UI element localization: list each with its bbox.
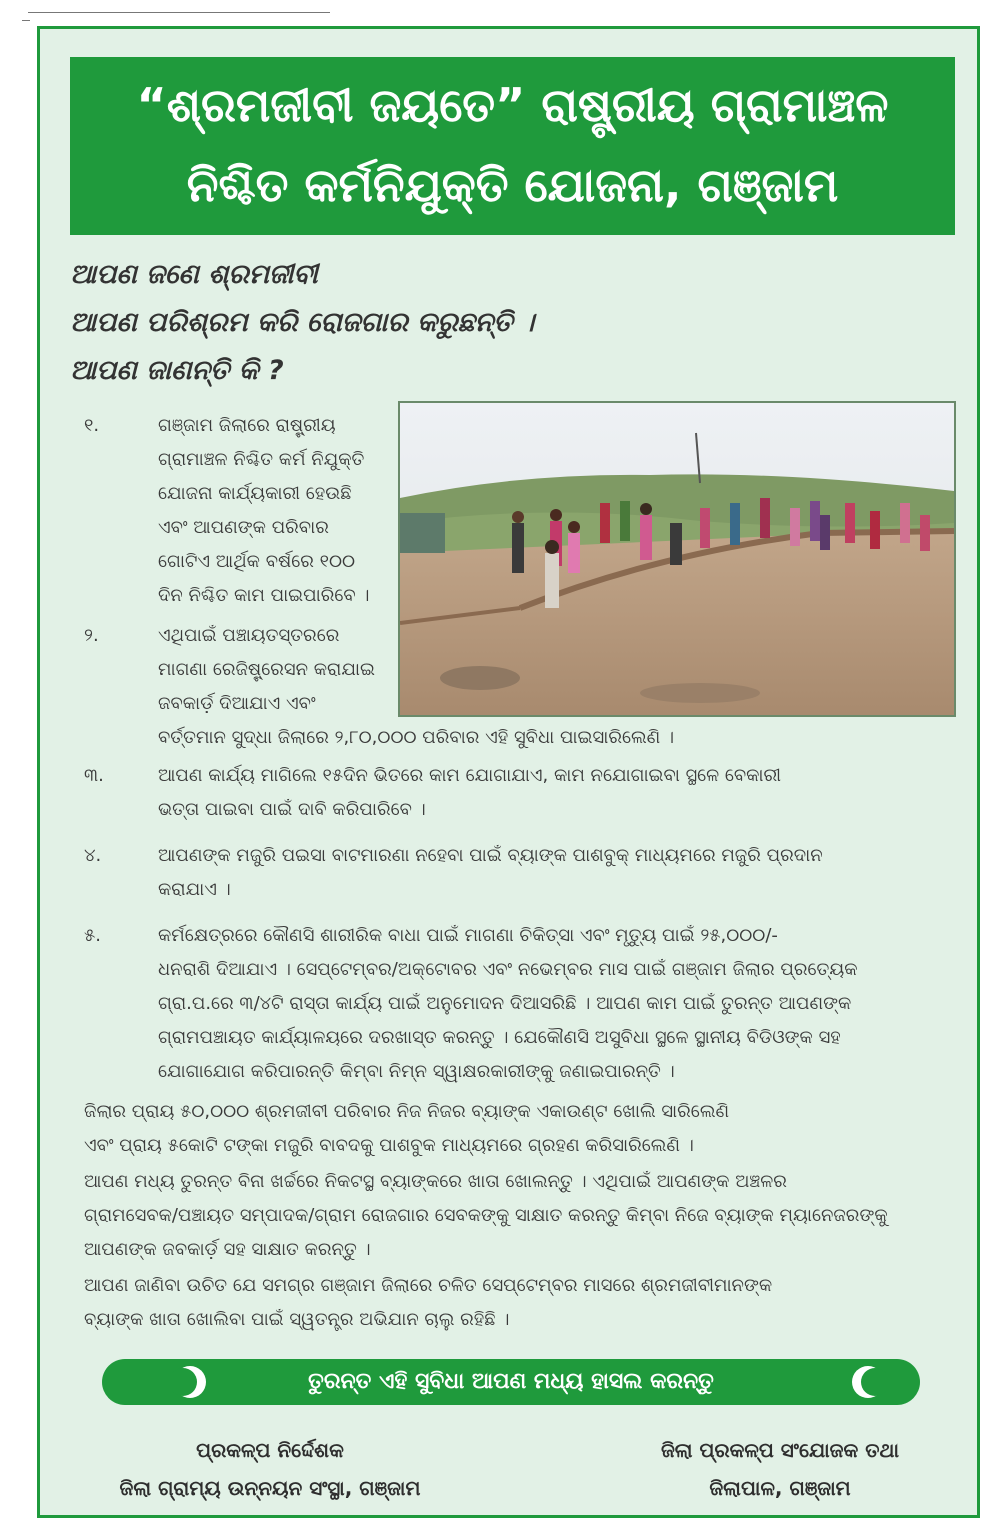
paragraph-accounts: [84, 1095, 964, 1163]
item-line: ଗୋଟିଏ ଆର୍ଥିକ ବର୍ଷରେ ୧୦୦: [158, 551, 356, 572]
item-number: ୩.: [84, 765, 104, 786]
header-line-2: ନିଶ୍ଚିତ କର୍ମନିଯୁକ୍ତି ଯୋଜନା, ଗଞ୍ଜାମ: [186, 158, 839, 212]
header-banner: [70, 57, 955, 235]
paragraph-line: ଆପଣ ମଧ୍ୟ ତୁରନ୍ତ ବିନା ଖର୍ଚ୍ଚରେ ନିକଟସ୍ଥ ବ୍ୟାଙ୍କରେ ଖାତା ଖୋଲନ୍ତୁ । ଏଥିପାଇଁ ଆପଣଙ୍କ ଅଞ୍ଚଳର: [84, 1171, 787, 1192]
item-number: ୧.: [84, 415, 100, 436]
item-line: କର୍ମକ୍ଷେତ୍ରରେ କୌଣସି ଶାରୀରିକ ବାଧା ପାଇଁ ମାଗଣା ଚିକିତ୍ସା ଏବଂ ମୃତ୍ୟୁ ପାଇଁ ୨୫,୦୦୦/-: [158, 925, 778, 946]
item-line: ଭତ୍ତା ପାଇବା ପାଇଁ ଦାବି କରିପାରିବେ ।: [158, 799, 426, 820]
intro-block: [70, 251, 950, 395]
top-rule: [28, 12, 330, 13]
signature-office: ଜିଲାପାଳ, ଗଞ୍ଜାମ: [709, 1476, 851, 1500]
item-line: ଯୋଜନା କାର୍ଯ୍ୟକାରୀ ହେଉଛି: [158, 483, 352, 504]
crescent-left-icon: [172, 1364, 208, 1400]
item-number: ୪.: [84, 845, 102, 866]
item-line: ଜବକାର୍ଡ଼ ଦିଆଯାଏ ଏବଂ: [158, 693, 316, 714]
item-line: ଗ୍ରା.ପ.ରେ ୩/୪ଟି ରାସ୍ତା କାର୍ଯ୍ୟ ପାଇଁ ଅନୁମୋଦନ ଦିଆସରିଛି । ଆପଣ କାମ ପାଇଁ ତୁରନ୍ତ ଆପଣଙ୍କ: [158, 993, 852, 1014]
item-number: ୫.: [84, 925, 101, 946]
advertisement-frame: [37, 26, 980, 1518]
signature-right: [600, 1431, 960, 1507]
item-line: ଗଞ୍ଜାମ ଜିଲାରେ ରାଷ୍ଟ୍ରୀୟ: [158, 415, 336, 436]
header-line-1: “ଶ୍ରମଜୀବୀ ଜୟତେ” ରାଷ୍ଟ୍ରୀୟ ଗ୍ରାମାଞ୍ଚଳ: [136, 78, 889, 132]
paragraph-line: ଏବଂ ପ୍ରାୟ ୫କୋଟି ଟଙ୍କା ମଜୁରି ବାବଦକୁ ପାଶବୁକ ମାଧ୍ୟମରେ ଗ୍ରହଣ କରିସାରିଲେଣି ।: [84, 1135, 694, 1156]
signature-title: ପ୍ରକଳ୍ପ ନିର୍ଦ୍ଦେଶକ: [196, 1438, 344, 1462]
item-line: ଯୋଗାଯୋଗ କରିପାରନ୍ତି କିମ୍ବା ନିମ୍ନ ସ୍ୱାକ୍ଷରକାରୀଙ୍କୁ ଜଣାଇପାରନ୍ତି ।: [158, 1061, 675, 1082]
item-line: ଧନରାଶି ଦିଆଯାଏ । ସେପ୍ଟେମ୍ବର/ଅକ୍ଟୋବର ଏବଂ ନଭେମ୍ବର ମାସ ପାଇଁ ଗଞ୍ଜାମ ଜିଲାର ପ୍ରତ୍ୟେକ: [158, 959, 858, 980]
item-line: ଆପଣଙ୍କ ମଜୁରି ପଇସା ବାଟମାରଣା ନହେବା ପାଇଁ ବ୍ୟାଙ୍କ ପାଶବୁକ୍ ମାଧ୍ୟମରେ ମଜୁରି ପ୍ରଦାନ: [158, 845, 823, 866]
signature-left: [70, 1431, 470, 1507]
item-line: ଆପଣ କାର୍ଯ୍ୟ ମାଗିଲେ ୧୫ଦିନ ଭିତରେ କାମ ଯୋଗାଯାଏ, କାମ ନଯୋଗାଇବା ସ୍ଥଳେ ବେକାରୀ: [158, 765, 782, 786]
item-number: ୨.: [84, 625, 99, 646]
top-tick: [22, 20, 30, 21]
item-line: ବର୍ତ୍ତମାନ ସୁଦ୍ଧା ଜିଲାରେ ୨,୮୦,୦୦୦ ପରିବାର ଏହି ସୁବିଧା ପାଇସାରିଲେଣି ।: [158, 727, 675, 748]
paragraph-line: ଗ୍ରାମସେବକ/ପଞ୍ଚାୟତ ସମ୍ପାଦକ/ଗ୍ରାମ ରୋଜଗାର ସେବକଙ୍କୁ ସାକ୍ଷାତ କରନ୍ତୁ କିମ୍ବା ନିଜେ ବ୍ୟାଙ୍କ ମ୍ୟାନେଜରଙ୍କୁ: [84, 1205, 888, 1226]
intro-line: ଆପଣ ଜଣେ ଶ୍ରମଜୀବୀ: [70, 259, 318, 290]
paragraph-line: ଆପଣଙ୍କ ଜବକାର୍ଡ଼ ସହ ସାକ୍ଷାତ କରନ୍ତୁ ।: [84, 1239, 371, 1260]
item-line: ଦିନ ନିଶ୍ଚିତ କାମ ପାଇପାରିବେ ।: [158, 585, 370, 606]
paragraph-line: ବ୍ୟାଙ୍କ ଖାତା ଖୋଲିବା ପାଇଁ ସ୍ୱତନ୍ତ୍ର ଅଭିଯାନ ଚାଲୁ ରହିଛି ।: [84, 1309, 510, 1330]
call-to-action-banner: [102, 1359, 920, 1405]
paragraph-campaign: [84, 1269, 964, 1337]
item-line: ଗ୍ରାମପଞ୍ଚାୟତ କାର୍ଯ୍ୟାଳୟରେ ଦରଖାସ୍ତ କରନ୍ତୁ । ଯେକୌଣସି ଅସୁବିଧା ସ୍ଥଳେ ସ୍ଥାନୀୟ ବିଡିଓଙ୍କ ସହ: [158, 1027, 841, 1048]
item-line: ମାଗଣା ରେଜିଷ୍ଟ୍ରେସନ କରାଯାଇ: [158, 659, 375, 680]
item-line: କରାଯାଏ ।: [158, 879, 231, 900]
paragraph-line: ଆପଣ ଜାଣିବା ଉଚିତ ଯେ ସମଗ୍ର ଗଞ୍ଜାମ ଜିଲାରେ ଚଳିତ ସେପ୍ଟେମ୍ବର ମାସରେ ଶ୍ରମଜୀବୀମାନଙ୍କ: [84, 1275, 773, 1296]
banner-text: ତୁରନ୍ତ ଏହି ସୁବିଧା ଆପଣ ମଧ୍ୟ ହାସଲ କରନ୍ତୁ: [308, 1369, 714, 1394]
crescent-right-icon: [850, 1364, 886, 1400]
signature-title: ଜିଲା ପ୍ରକଳ୍ପ ସଂଯୋଜକ ତଥା: [660, 1438, 900, 1462]
paragraph-line: ଜିଲାର ପ୍ରାୟ ୫୦,୦୦୦ ଶ୍ରମଜୀବୀ ପରିବାର ନିଜ ନିଜର ବ୍ୟାଙ୍କ ଏକାଉଣ୍ଟ ଖୋଲି ସାରିଲେଣି: [84, 1101, 730, 1122]
intro-line: ଆପଣ ପରିଶ୍ରମ କରି ରୋଜଗାର କରୁଛନ୍ତି ।: [70, 307, 535, 338]
item-line: ଏଥିପାଇଁ ପଞ୍ଚାୟତସ୍ତରରେ: [158, 625, 340, 646]
signature-office: ଜିଲା ଗ୍ରାମ୍ୟ ଉନ୍ନୟନ ସଂସ୍ଥା, ଗଞ୍ଜାମ: [119, 1476, 421, 1500]
paragraph-open-account: [84, 1165, 964, 1267]
item-line: ଗ୍ରାମାଞ୍ଚଳ ନିଶ୍ଚିତ କର୍ମ ନିଯୁକ୍ତି: [158, 449, 365, 470]
intro-line: ଆପଣ ଜାଣନ୍ତି କି ?: [70, 355, 284, 386]
item-line: ଏବଂ ଆପଣଙ୍କ ପରିବାର: [158, 517, 329, 538]
